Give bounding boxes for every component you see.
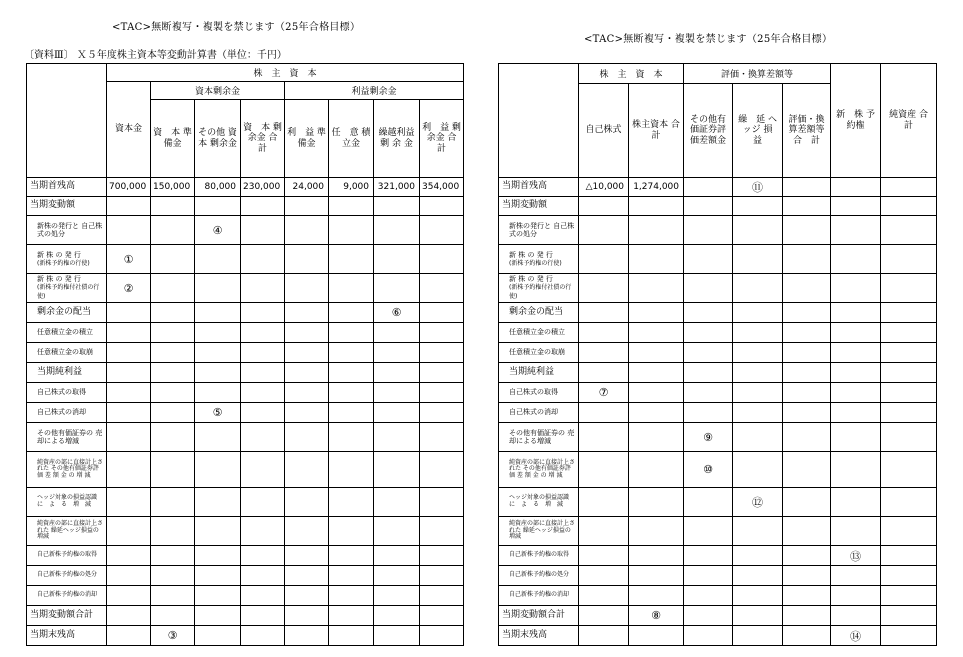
row-label: 任意積立金の取崩: [499, 343, 579, 363]
col-rieki-junbikin: 利 益 準備金: [285, 100, 329, 178]
row-label-change: 当期変動額: [499, 197, 579, 216]
row-label: 任意積立金の積立: [499, 323, 579, 343]
answer-marker: ⑥: [374, 303, 420, 323]
answer-marker: ⑪: [733, 178, 783, 197]
answer-marker: ⑭: [831, 626, 881, 646]
row-label: 純資産の部に直接計上された その他有価証券評価 差 額 金 の 増 減: [27, 452, 107, 488]
cell-value: 9,000: [329, 178, 374, 197]
cell-value: 80,000: [195, 178, 241, 197]
document-title: 〔資料Ⅲ〕 Ｘ５年度株主資本等変動計算書（単位：千円）: [24, 50, 287, 61]
left-row-label-header: [27, 64, 107, 178]
col-rieki-jouyokin-goukei: 利 益 剰余金 合 計: [420, 100, 464, 178]
col-kurinobe-hedge: 繰 延 ヘッジ 損 益: [733, 84, 783, 178]
cell-value: 321,000: [374, 178, 420, 197]
col-sonota-yuka-shouken: その他有 価証券評 価差額金: [684, 84, 733, 178]
row-label-main: 新 株 の 発 行: [509, 250, 553, 259]
row-label-change-total: 当期変動額合計: [499, 606, 579, 626]
row-label-closing: 当期末残高: [499, 626, 579, 646]
row-label-opening: 当期首残高: [27, 178, 107, 197]
row-label-sub: (新株予約権付社債の行使): [37, 284, 100, 301]
col-nini-tsumitatekin: 任 意 積立金: [329, 100, 374, 178]
row-label-sub: (新株予約権付社債の行使): [509, 284, 572, 301]
row-label-main: 新 株 の 発 行: [509, 275, 553, 284]
answer-marker: ③: [151, 626, 195, 646]
row-label: [499, 245, 579, 274]
col-shihon-jouyokin-goukei: 資 本 剰余金 合 計: [241, 100, 285, 178]
answer-marker: ⑧: [629, 606, 684, 626]
answer-marker: ⑫: [733, 488, 783, 517]
answer-marker: ⑩: [684, 452, 733, 488]
row-label: 新株の発行と 自己株式の処分: [27, 216, 107, 245]
row-label: 剰余金の配当: [499, 303, 579, 323]
row-label-closing: 当期末残高: [27, 626, 107, 646]
row-label: 自己新株予約権の消却: [27, 586, 107, 606]
row-label-opening: 当期首残高: [499, 178, 579, 197]
cell-value: 150,000: [151, 178, 195, 197]
answer-marker: ④: [195, 216, 241, 245]
row-label: 純資産の部に直接計上された その他有価証券評価 差 額 金 の 増 減: [499, 452, 579, 488]
row-label-change: 当期変動額: [27, 197, 107, 216]
cell-value: 1,274,000: [629, 178, 684, 197]
row-label: 任意積立金の取崩: [27, 343, 107, 363]
group-rieki-jouyokin: 利益剰余金: [285, 82, 464, 100]
row-label-main: 新 株 の 発 行: [37, 250, 81, 259]
col-jiko-kabushiki: 自己株式: [579, 84, 629, 178]
answer-marker: ⑨: [684, 423, 733, 452]
row-label: 自己株式の消却: [499, 403, 579, 423]
row-label-main: 新 株 の 発 行: [37, 275, 81, 284]
left-group-kabunushi-shihon: 株 主 資 本: [107, 64, 464, 82]
row-label: 当期純利益: [27, 363, 107, 383]
cell-value: 230,000: [241, 178, 285, 197]
col-shihon-junbikin: 資 本 準備金: [151, 100, 195, 178]
row-label: ヘッジ対象の損益認識 に よ る 増 減: [27, 488, 107, 517]
cell-value: 354,000: [420, 178, 464, 197]
col-shihonkin: 資本金: [107, 82, 151, 178]
row-label: 純資産の部に直接計上された 繰延ヘッジ損益の増減: [499, 517, 579, 546]
group-shihon-jouyokin: 資本剰余金: [151, 82, 285, 100]
right-row-label-header: [499, 64, 579, 178]
row-label: 自己株式の取得: [27, 383, 107, 403]
row-label: 剰余金の配当: [27, 303, 107, 323]
row-label: 自己株式の消却: [27, 403, 107, 423]
row-label: [27, 245, 107, 274]
col-shinkabu-yoyakuken: 新 株 予約権: [831, 64, 881, 178]
row-label: 純資産の部に直接計上された 繰延ヘッジ損益の増減: [27, 517, 107, 546]
answer-marker: ⑦: [579, 383, 629, 403]
row-label: [499, 274, 579, 303]
cell-value: △10,000: [579, 178, 629, 197]
row-label: ヘッジ対象の損益認識 に よ る 増 減: [499, 488, 579, 517]
group-hyouka-kansan: 評価・換算差額等: [684, 64, 831, 84]
row-label: 当期純利益: [499, 363, 579, 383]
row-label: 自己株式の取得: [499, 383, 579, 403]
col-kurikoshi-rieki: 繰越利益 剰 余 金: [374, 100, 420, 178]
row-label: 自己新株予約権の消却: [499, 586, 579, 606]
copyright-header-right: <TAC>無断複写・複製を禁じます（25年合格目標）: [584, 34, 833, 45]
col-hyouka-goukei: 評価・換 算差額等 合 計: [783, 84, 831, 178]
row-label: [27, 274, 107, 303]
row-label: 任意積立金の積立: [27, 323, 107, 343]
cell-value: 700,000: [107, 178, 151, 197]
right-statement-table: [498, 63, 937, 646]
row-label: 自己新株予約権の処分: [499, 566, 579, 586]
copyright-header-left: <TAC>無断複写・複製を禁じます（25年合格目標）: [112, 22, 361, 33]
cell-value: 24,000: [285, 178, 329, 197]
row-label-sub: (新株予約権の行使): [509, 259, 562, 267]
group-kabunushi-shihon: 株 主 資 本: [579, 64, 684, 84]
row-label-sub: (新株予約権の行使): [37, 259, 90, 267]
answer-marker: ⑬: [831, 546, 881, 566]
col-junshisan-goukei: 純資産 合 計: [881, 64, 937, 178]
row-label-change-total: 当期変動額合計: [27, 606, 107, 626]
row-label: その他有価証券の 売却による増減: [27, 423, 107, 452]
row-label: 自己新株予約権の処分: [27, 566, 107, 586]
row-label: その他有価証券の 売却による増減: [499, 423, 579, 452]
col-kabunushi-shihon-goukei: 株主資本 合 計: [629, 84, 684, 178]
answer-marker: ⑤: [195, 403, 241, 423]
row-label: 新株の発行と 自己株式の処分: [499, 216, 579, 245]
row-label: 自己新株予約権の取得: [499, 546, 579, 566]
left-statement-table: [26, 63, 464, 646]
answer-marker: ②: [107, 274, 151, 303]
col-sonota-shihon-jouyokin: その他 資 本 剰余金: [195, 100, 241, 178]
row-label: 自己新株予約権の取得: [27, 546, 107, 566]
answer-marker: ①: [107, 245, 151, 274]
